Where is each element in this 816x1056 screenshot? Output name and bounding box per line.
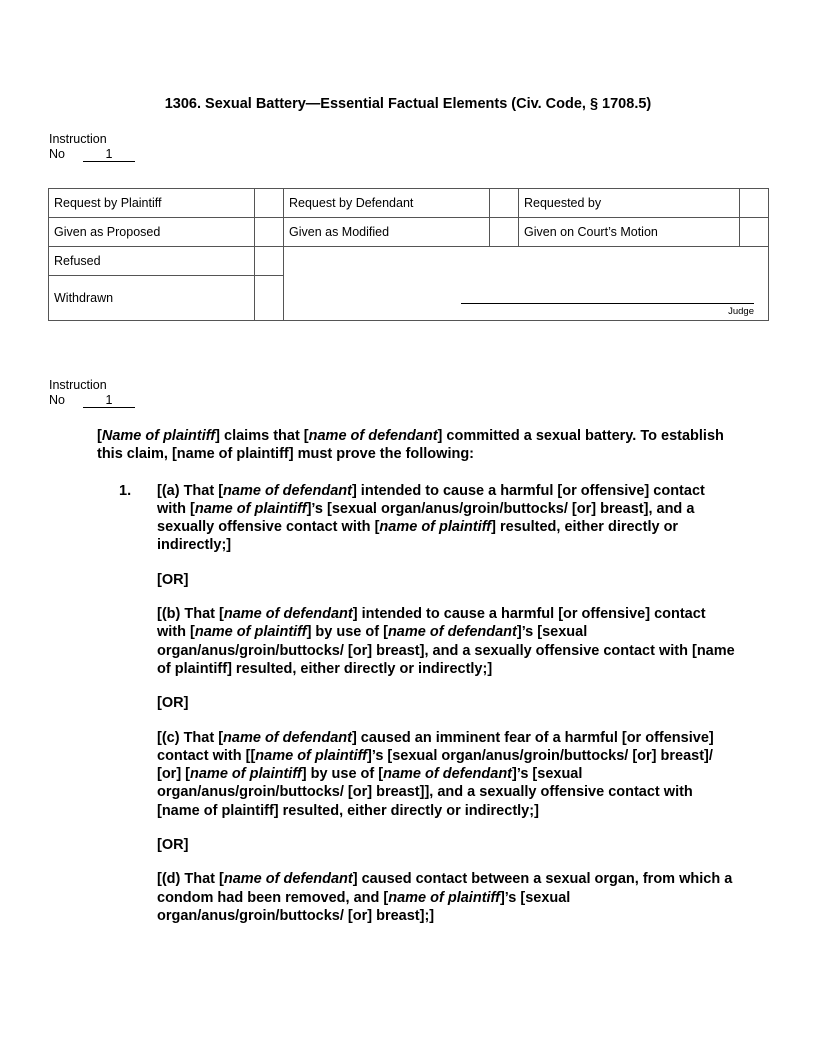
request-by-plaintiff-checkbox[interactable] — [255, 189, 284, 218]
element-number: 1. — [119, 482, 132, 499]
refused-label: Refused — [49, 247, 255, 276]
judge-signature-line[interactable] — [461, 303, 754, 304]
instruction-number-block — [49, 132, 135, 162]
instruction-no-row — [49, 147, 135, 162]
instruction-number: 1 — [83, 394, 135, 408]
instruction-number: 1 — [83, 148, 135, 162]
or-separator: [OR] — [157, 571, 189, 588]
withdrawn-checkbox[interactable] — [255, 276, 284, 321]
judge-signature-area — [284, 247, 769, 321]
request-by-defendant-label: Request by Defendant — [284, 189, 490, 218]
judge-label: Judge — [728, 306, 754, 317]
request-table — [48, 188, 769, 321]
refused-checkbox[interactable] — [255, 247, 284, 276]
instruction-label: Instruction — [49, 132, 107, 146]
alternative-d: [(d) That [name of defendant] caused contact between a sexual organ, from which a condom had been removed, and [name of plaintiff]’s [sexual organ/anus/groin/buttocks/ [or] breast];] — [157, 871, 733, 924]
table-row — [49, 247, 769, 276]
no-label: No — [49, 147, 65, 161]
request-by-plaintiff-label: Request by Plaintiff — [49, 189, 255, 218]
given-as-proposed-checkbox[interactable] — [255, 218, 284, 247]
intro-paragraph: [Name of plaintiff] claims that [name of defendant] committed a sexual battery. To establish this claim, [name of plaintiff] must prove the following: — [97, 428, 724, 463]
request-by-defendant-checkbox[interactable] — [490, 189, 519, 218]
given-as-modified-label: Given as Modified — [284, 218, 490, 247]
given-as-proposed-label: Given as Proposed — [49, 218, 255, 247]
instruction-label: Instruction — [49, 378, 107, 392]
withdrawn-label: Withdrawn — [49, 276, 255, 321]
table-row — [49, 218, 769, 247]
given-as-modified-checkbox[interactable] — [490, 218, 519, 247]
or-separator: [OR] — [157, 695, 189, 712]
given-on-courts-motion-checkbox[interactable] — [740, 218, 769, 247]
requested-by-checkbox[interactable] — [740, 189, 769, 218]
instruction-body — [97, 427, 737, 941]
instruction-number-block-2 — [49, 378, 135, 408]
page-title: 1306. Sexual Battery—Essential Factual Elements (Civ. Code, § 1708.5) — [164, 96, 652, 112]
alternative-a: [(a) That [name of defendant] intended to cause a harmful [or offensive] contact with [name of plaintiff]’s [sexual organ/anus/groin/buttocks/ [or] breast], and a sexually offensive contact with [name of plaintiff] resulted, either directly or indirectly;] — [157, 482, 705, 554]
alternative-b: [(b) That [name of defendant] intended to cause a harmful [or offensive] contact with [name of plaintiff] by use of [name of defendant]’s [sexual organ/anus/groin/buttocks/ [or] breast], and a sexually offensive contact with [name of plaintiff] resulted, either directly or indirectly;] — [157, 606, 735, 677]
requested-by-label: Requested by — [519, 189, 740, 218]
or-separator: [OR] — [157, 837, 189, 854]
instruction-no-row — [49, 393, 135, 408]
no-label: No — [49, 393, 65, 407]
table-row — [49, 189, 769, 218]
given-on-courts-motion-label: Given on Court’s Motion — [519, 218, 740, 247]
element-1 — [97, 482, 737, 926]
alternative-c: [(c) That [name of defendant] caused an imminent fear of a harmful [or offensive] contact with [[name of plaintiff]’s [sexual organ/anus/groin/buttocks/ [or] breast]/ [or] [name of plaintiff] by use of [name of defendant]’s [sexual organ/anus/groin/buttocks/ [or] breast]], and a sexually offensive contact with [name of plaintiff] resulted, either directly or indirectly;] — [157, 729, 714, 819]
